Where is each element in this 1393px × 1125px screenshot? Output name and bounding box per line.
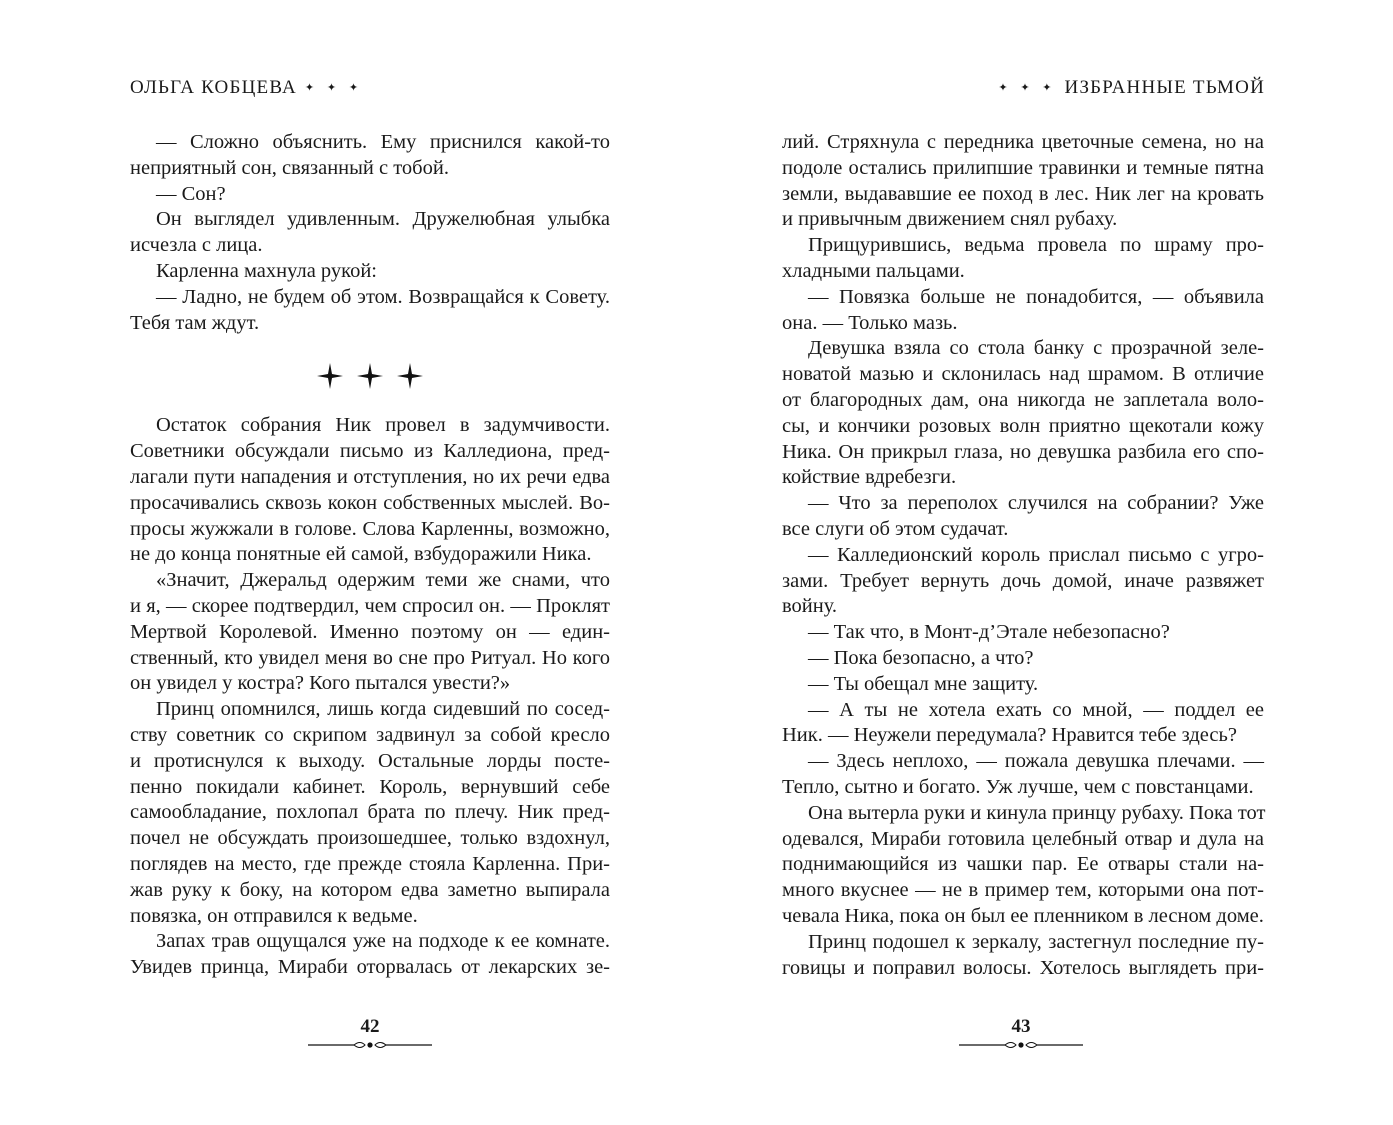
text-line: сы, и кончики розовых волн приятно щекотали кожу <box>782 414 1264 437</box>
running-head-author <box>130 76 363 100</box>
text-line: и протиснулся к выходу. Остальные лорды посте- <box>130 749 610 772</box>
header-star-ornament: ✦ ✦ ✦ <box>998 82 1057 94</box>
text-line: не до конца понятные ей самой, взбудоражили Ника. <box>130 543 592 566</box>
text-line: много вкуснее — не в пример тем, которыми она пот- <box>782 879 1264 902</box>
text-line: неприятный сон, связанный с тобой. <box>130 156 449 179</box>
flourish-ornament-icon <box>959 1040 1083 1050</box>
text-line: просачивались сквозь кокон собственных мыслей. Во- <box>130 491 610 514</box>
text-line: Он выглядел удивленным. Дружелюбная улыбка <box>156 208 610 231</box>
text-line: исчезла с лица. <box>130 234 263 257</box>
text-line: лий. Стряхнула с передника цветочные семена, но на <box>782 131 1264 153</box>
text-line: подоле остались прилипшие травинки и темные пятна <box>782 156 1264 179</box>
text-line: он увидел у костра? Кого пытался увести?» <box>130 672 511 695</box>
text-line: Ника. Он прикрыл глаза, но девушка разбила его спо- <box>782 440 1264 463</box>
flourish-ornament-icon <box>308 1040 432 1050</box>
text-line: и привычным движением снял рубаху. <box>782 208 1118 231</box>
author-name: ОЛЬГА КОБЦЕВА <box>130 77 297 98</box>
text-line: Девушка взяла со стола банку с прозрачной зеле- <box>808 337 1264 360</box>
text-line: — Пока безопасно, а что? <box>808 646 1034 669</box>
text-line: — Что за переполох случился на собрании? Уже <box>808 492 1264 515</box>
text-line: Остаток собрания Ник провел в задумчивости. <box>156 414 610 437</box>
text-line: — Здесь неплохо, — пожала девушка плечами. — <box>808 750 1264 773</box>
text-line: — А ты не хотела ехать со мной, — поддел ее <box>808 698 1264 721</box>
text-line: новатой мазью и склонилась над шрамом. В отличие <box>782 363 1264 386</box>
text-line: Карленна махнула рукой: <box>156 259 377 282</box>
text-line: Тепло, сытно и богато. Уж лучше, чем с повстанцами. <box>782 775 1254 798</box>
text-line: лагали пути нападения и отступления, но их речи едва <box>130 465 610 488</box>
text-line: поднимающийся из чашки пар. Ее отвары стали на- <box>782 853 1264 876</box>
page-number: 42 <box>360 1016 380 1037</box>
text-line: от благородных дам, она никогда не заплетала воло- <box>782 388 1264 411</box>
text-line: — Сон? <box>156 182 226 205</box>
text-line: — Ты обещал мне защиту. <box>808 672 1039 695</box>
text-line: — Так что, в Монт-д’Этале небезопасно? <box>808 621 1170 644</box>
text-line: зами. Требует вернуть дочь домой, иначе развяжет <box>782 569 1264 592</box>
header-star-ornament: ✦ ✦ ✦ <box>304 82 364 94</box>
text-line: войну. <box>782 595 838 618</box>
text-line: ству советник со скрипом задвинул за собой кресло <box>130 723 610 746</box>
text-line: поглядев на место, где прежде стояла Карленна. При- <box>130 852 610 875</box>
right-text-block <box>782 130 1264 981</box>
left-page <box>0 0 696 1125</box>
right-body-text <box>782 130 1264 981</box>
text-line: «Значит, Джеральд одержим теми же снами, что <box>156 569 610 592</box>
left-page-footer <box>295 1016 445 1050</box>
text-line: одевался, Мираби готовила целебный отвар и дула на <box>782 827 1264 850</box>
text-line: хладными пальцами. <box>782 259 965 282</box>
text-line: Увидев принца, Мираби оторвалась от лекарских зе- <box>130 956 610 979</box>
left-text-block-2 <box>130 413 610 981</box>
text-line: все слуги об этом судачат. <box>782 517 1009 540</box>
text-line: и я, — скорее подтвердил, чем спросил он. — Проклят <box>130 594 610 617</box>
text-line: самообладание, похлопал брата по плечу. Ник пред- <box>130 801 610 824</box>
page-number: 43 <box>1011 1016 1031 1037</box>
text-line: — Сложно объяснить. Ему приснился какой-то <box>156 131 610 153</box>
text-line: чевала Ника, пока он был ее пленником в лесном доме. <box>782 904 1264 927</box>
text-line: Она вытерла руки и кинула принцу рубаху. Пока тот <box>808 801 1266 824</box>
four-point-stars-icon <box>315 360 425 392</box>
text-line: — Калледионский король прислал письмо с угро- <box>808 543 1264 566</box>
text-line: земли, выдававшие ее поход в лес. Ник лег на кровать <box>782 182 1264 205</box>
text-line: жав руку к боку, на котором едва заметно выпирала <box>130 878 610 901</box>
right-page-footer <box>946 1016 1096 1050</box>
text-line: Принц подошел к зеркалу, застегнул последние пу- <box>808 930 1264 953</box>
text-line: койствие вдребезги. <box>782 466 957 489</box>
text-line: Принц опомнился, лишь когда сидевший по сосед- <box>156 698 610 721</box>
section-break-ornament <box>130 336 610 413</box>
right-page <box>696 0 1393 1125</box>
text-line: говицы и поправил волосы. Хотелось выглядеть при- <box>782 956 1264 979</box>
text-line: пенно покидали кабинет. Король, вернувший себе <box>130 775 610 798</box>
left-text-block-1 <box>130 130 610 336</box>
book-title: ИЗБРАННЫЕ ТЬМОЙ <box>1064 77 1265 98</box>
text-line: ственный, кто увидел меня во сне про Ритуал. Но кого <box>130 646 610 669</box>
text-line: повязка, он отправился к ведьме. <box>130 904 418 927</box>
text-line: Ник. — Неужели передумала? Нравится тебе здесь? <box>782 724 1237 747</box>
text-line: Запах трав ощущался уже на подходе к ее комнате. <box>156 930 610 953</box>
left-body-text <box>130 130 610 981</box>
text-line: просы жужжали в голове. Слова Карленны, возможно, <box>130 517 610 540</box>
text-line: почел не обсуждать произошедшее, только вздохнул, <box>130 827 610 850</box>
text-line: она. — Только мазь. <box>782 311 958 334</box>
text-line: Мертвой Королевой. Именно поэтому он — един- <box>130 620 610 643</box>
text-line: Советники обсуждали письмо из Калледиона, пред- <box>130 440 610 463</box>
running-head-title <box>998 76 1265 100</box>
text-line: — Повязка больше не понадобится, — объявила <box>808 285 1264 308</box>
text-line: Прищурившись, ведьма провела по шраму про- <box>808 234 1264 257</box>
text-line: Тебя там ждут. <box>130 311 260 334</box>
text-line: — Ладно, не будем об этом. Возвращайся к Совету. <box>156 285 610 308</box>
